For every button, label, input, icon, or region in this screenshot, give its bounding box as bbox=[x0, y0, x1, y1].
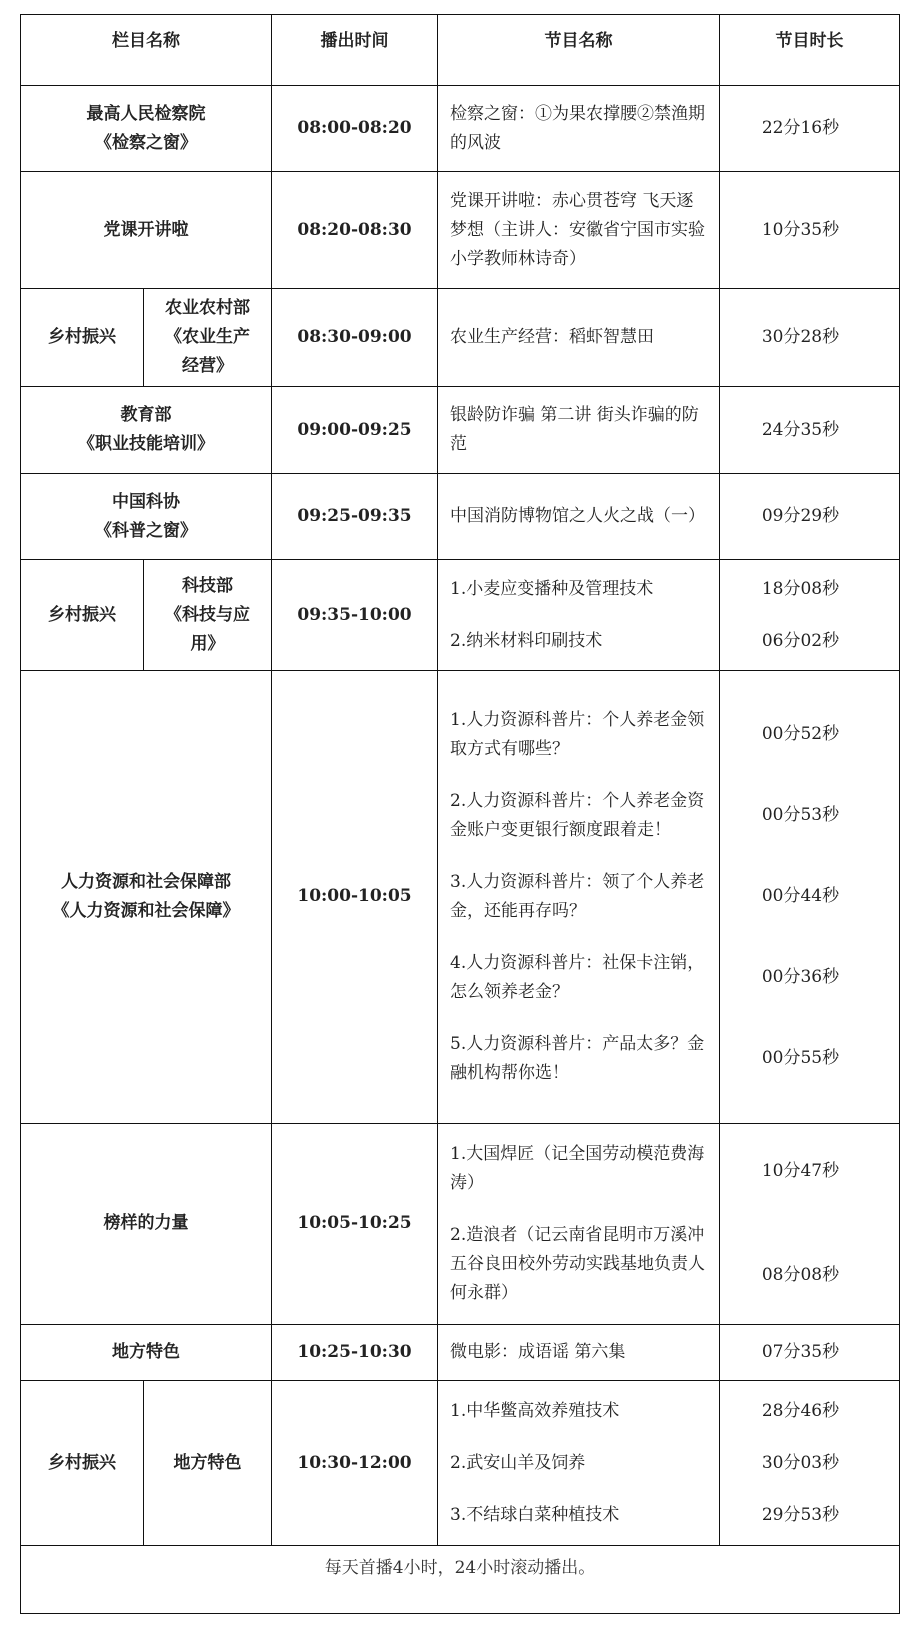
column-title: 榜样的力量 bbox=[21, 1123, 272, 1324]
air-time: 09:25-09:35 bbox=[272, 473, 438, 560]
duration-item: 29分53秒 bbox=[761, 1504, 840, 1525]
table-row bbox=[21, 473, 900, 560]
program-name: 中国消防博物馆之人火之战（一） bbox=[438, 473, 720, 560]
program-duration: 24分35秒 bbox=[720, 387, 900, 474]
column-subtitle: 农业农村部 《农业生产 经营》 bbox=[144, 289, 272, 387]
air-time: 09:00-09:25 bbox=[272, 387, 438, 474]
header-air-time: 播出时间 bbox=[272, 15, 438, 86]
program-item: 1.人力资源科普片：个人养老金领取方式有哪些？ bbox=[450, 709, 705, 759]
air-time: 09:35-10:00 bbox=[272, 560, 438, 671]
table-row bbox=[21, 172, 900, 289]
duration-item: 06分02秒 bbox=[761, 630, 840, 651]
program-name-list bbox=[438, 1381, 720, 1546]
program-name: 党课开讲啦：赤心贯苍穹 飞天逐梦想（主讲人：安徽省宁国市实验小学教师林诗奇） bbox=[438, 172, 720, 289]
duration-item: 00分44秒 bbox=[761, 886, 840, 907]
column-category: 乡村振兴 bbox=[21, 560, 144, 671]
program-name-list bbox=[438, 1123, 720, 1324]
program-name-list bbox=[438, 560, 720, 671]
column-title: 最高人民检察院 《检察之窗》 bbox=[21, 85, 272, 172]
column-title: 中国科协 《科普之窗》 bbox=[21, 473, 272, 560]
header-program-name: 节目名称 bbox=[438, 15, 720, 86]
duration-item: 30分03秒 bbox=[761, 1452, 840, 1473]
duration-item: 08分08秒 bbox=[761, 1265, 840, 1286]
air-time: 08:20-08:30 bbox=[272, 172, 438, 289]
program-duration: 09分29秒 bbox=[720, 473, 900, 560]
table-row bbox=[21, 1325, 900, 1381]
program-item: 1.中华鳖高效养殖技术 bbox=[450, 1400, 620, 1421]
duration-item: 00分52秒 bbox=[761, 724, 840, 745]
program-item: 5.人力资源科普片：产品太多？金融机构帮你选！ bbox=[450, 1033, 705, 1083]
program-duration: 10分35秒 bbox=[720, 172, 900, 289]
program-item: 4.人力资源科普片：社保卡注销，怎么领养老金？ bbox=[450, 952, 705, 1002]
header-column-name: 栏目名称 bbox=[21, 15, 272, 86]
column-subtitle: 地方特色 bbox=[144, 1381, 272, 1546]
program-item: 3.不结球白菜种植技术 bbox=[450, 1504, 620, 1525]
table-row bbox=[21, 560, 900, 671]
program-duration-list bbox=[720, 1381, 900, 1546]
air-time: 08:30-09:00 bbox=[272, 289, 438, 387]
table-row bbox=[21, 671, 900, 1124]
duration-item: 18分08秒 bbox=[761, 578, 840, 599]
program-item: 2.纳米材料印刷技术 bbox=[450, 630, 603, 651]
air-time: 10:25-10:30 bbox=[272, 1325, 438, 1381]
program-duration-list bbox=[720, 1123, 900, 1324]
program-name: 微电影：成语谣 第六集 bbox=[438, 1325, 720, 1381]
header-row bbox=[21, 15, 900, 86]
column-title: 地方特色 bbox=[21, 1325, 272, 1381]
schedule-table bbox=[20, 14, 900, 1614]
program-duration: 30分28秒 bbox=[720, 289, 900, 387]
air-time: 10:00-10:05 bbox=[272, 671, 438, 1124]
program-item: 2.武安山羊及饲养 bbox=[450, 1452, 586, 1473]
table-row bbox=[21, 85, 900, 172]
duration-item: 28分46秒 bbox=[761, 1400, 840, 1421]
program-name-list bbox=[438, 671, 720, 1124]
table-row bbox=[21, 387, 900, 474]
duration-item: 00分53秒 bbox=[761, 805, 840, 826]
column-subtitle: 科技部 《科技与应 用》 bbox=[144, 560, 272, 671]
duration-item: 10分47秒 bbox=[761, 1161, 840, 1182]
table-row bbox=[21, 1123, 900, 1324]
broadcast-note: 每天首播4小时，24小时滚动播出。 bbox=[21, 1546, 900, 1614]
program-item: 2.造浪者（记云南省昆明市万溪冲五谷良田校外劳动实践基地负责人何永群） bbox=[450, 1224, 705, 1303]
air-time: 10:05-10:25 bbox=[272, 1123, 438, 1324]
header-duration: 节目时长 bbox=[720, 15, 900, 86]
program-duration-list bbox=[720, 671, 900, 1124]
program-duration: 07分35秒 bbox=[720, 1325, 900, 1381]
air-time: 08:00-08:20 bbox=[272, 85, 438, 172]
column-title: 人力资源和社会保障部 《人力资源和社会保障》 bbox=[21, 671, 272, 1124]
program-name: 银龄防诈骗 第二讲 街头诈骗的防范 bbox=[438, 387, 720, 474]
program-item: 1.大国焊匠（记全国劳动模范费海涛） bbox=[450, 1143, 705, 1193]
column-category: 乡村振兴 bbox=[21, 1381, 144, 1546]
program-name: 检察之窗：①为果农撑腰②禁渔期的风波 bbox=[438, 85, 720, 172]
duration-item: 00分55秒 bbox=[761, 1048, 840, 1069]
note-row bbox=[21, 1546, 900, 1614]
duration-item: 00分36秒 bbox=[761, 967, 840, 988]
table-row bbox=[21, 289, 900, 387]
program-duration-list bbox=[720, 560, 900, 671]
column-title: 教育部 《职业技能培训》 bbox=[21, 387, 272, 474]
program-item: 1.小麦应变播种及管理技术 bbox=[450, 578, 654, 599]
column-category: 乡村振兴 bbox=[21, 289, 144, 387]
program-item: 2.人力资源科普片：个人养老金资金账户变更银行额度跟着走！ bbox=[450, 790, 705, 840]
program-duration: 22分16秒 bbox=[720, 85, 900, 172]
table-row bbox=[21, 1381, 900, 1546]
program-item: 3.人力资源科普片：领了个人养老金，还能再存吗？ bbox=[450, 871, 705, 921]
air-time: 10:30-12:00 bbox=[272, 1381, 438, 1546]
column-title: 党课开讲啦 bbox=[21, 172, 272, 289]
program-name: 农业生产经营：稻虾智慧田 bbox=[438, 289, 720, 387]
